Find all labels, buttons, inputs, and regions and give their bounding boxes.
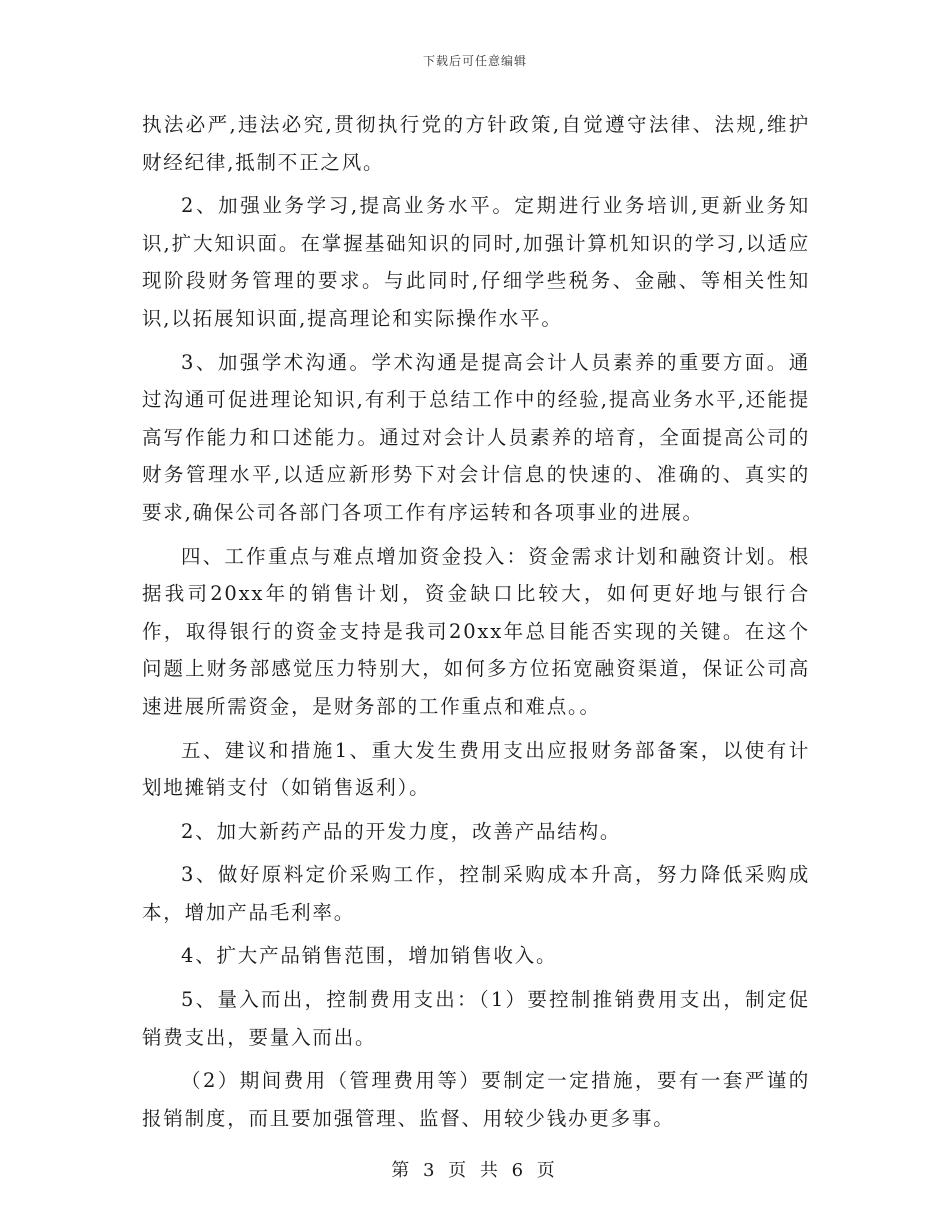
page-footer: 第 3 页 共 6 页 (391, 1160, 559, 1181)
page-header: 下载后可任意编辑 (422, 54, 527, 68)
paragraph-7: 3、做好原料定价采购工作，控制采购成本升高，努力降低采购成本，增加产品毛利率。 (142, 863, 810, 924)
document-body (142, 106, 810, 1143)
paragraph-2: 2、加强业务学习,提高业务水平。定期进行业务培训,更新业务知识,扩大知识面。在掌握基础知识的同时,加强计算机知识的学习,以适应现阶段财务管理的要求。与此同时,仔细学些税务、金融、等相关性知识,以拓展知识面,提高理论和实际操作水平。 (142, 194, 810, 330)
paragraph-9: 5、量入而出，控制费用支出：（1）要控制推销费用支出，制定促销费支出，要量入而出。 (142, 988, 810, 1049)
paragraph-8: 4、扩大产品销售范围，增加销售收入。 (181, 944, 558, 968)
paragraph-5: 五、建议和措施1、重大发生费用支出应报财务部备案，以使有计划地摊销支付（如销售返利）。 (142, 738, 810, 800)
paragraph-10: （2）期间费用（管理费用等）要制定一定措施，要有一套严谨的报销制度，而且要加强管理、监督、用较少钱办更多事。 (142, 1069, 810, 1130)
paragraph-4: 四、工作重点与难点增加资金投入：资金需求计划和融资计划。根据我司20xx年的销售计划，资金缺口比较大，如何更好地与银行合作，取得银行的资金支持是我司20xx年总目能否实现的关键。在这个问题上财务部感觉压力特别大，如何多方位拓宽融资渠道，保证公司高速进展所需资金，是财务部的工作重点和难点。。 (142, 544, 810, 718)
paragraph-1: 执法必严,违法必究,贯彻执行党的方针政策,自觉遵守法律、法规,维护财经纪律,抵制不正之风。 (142, 113, 810, 174)
paragraph-6: 2、加大新药产品的开发力度，改善产品结构。 (181, 819, 622, 843)
paragraph-3: 3、加强学术沟通。学术沟通是提高会计人员素养的重要方面。通过沟通可促进理论知识,有利于总结工作中的经验,提高业务水平,还能提高写作能力和口述能力。通过对会计人员素养的培育，全面提高公司的财务管理水平,以适应新形势下对会计信息的快速的、准确的、真实的要求,确保公司各部门各项工作有序运转和各项事业的进展。 (142, 350, 810, 524)
